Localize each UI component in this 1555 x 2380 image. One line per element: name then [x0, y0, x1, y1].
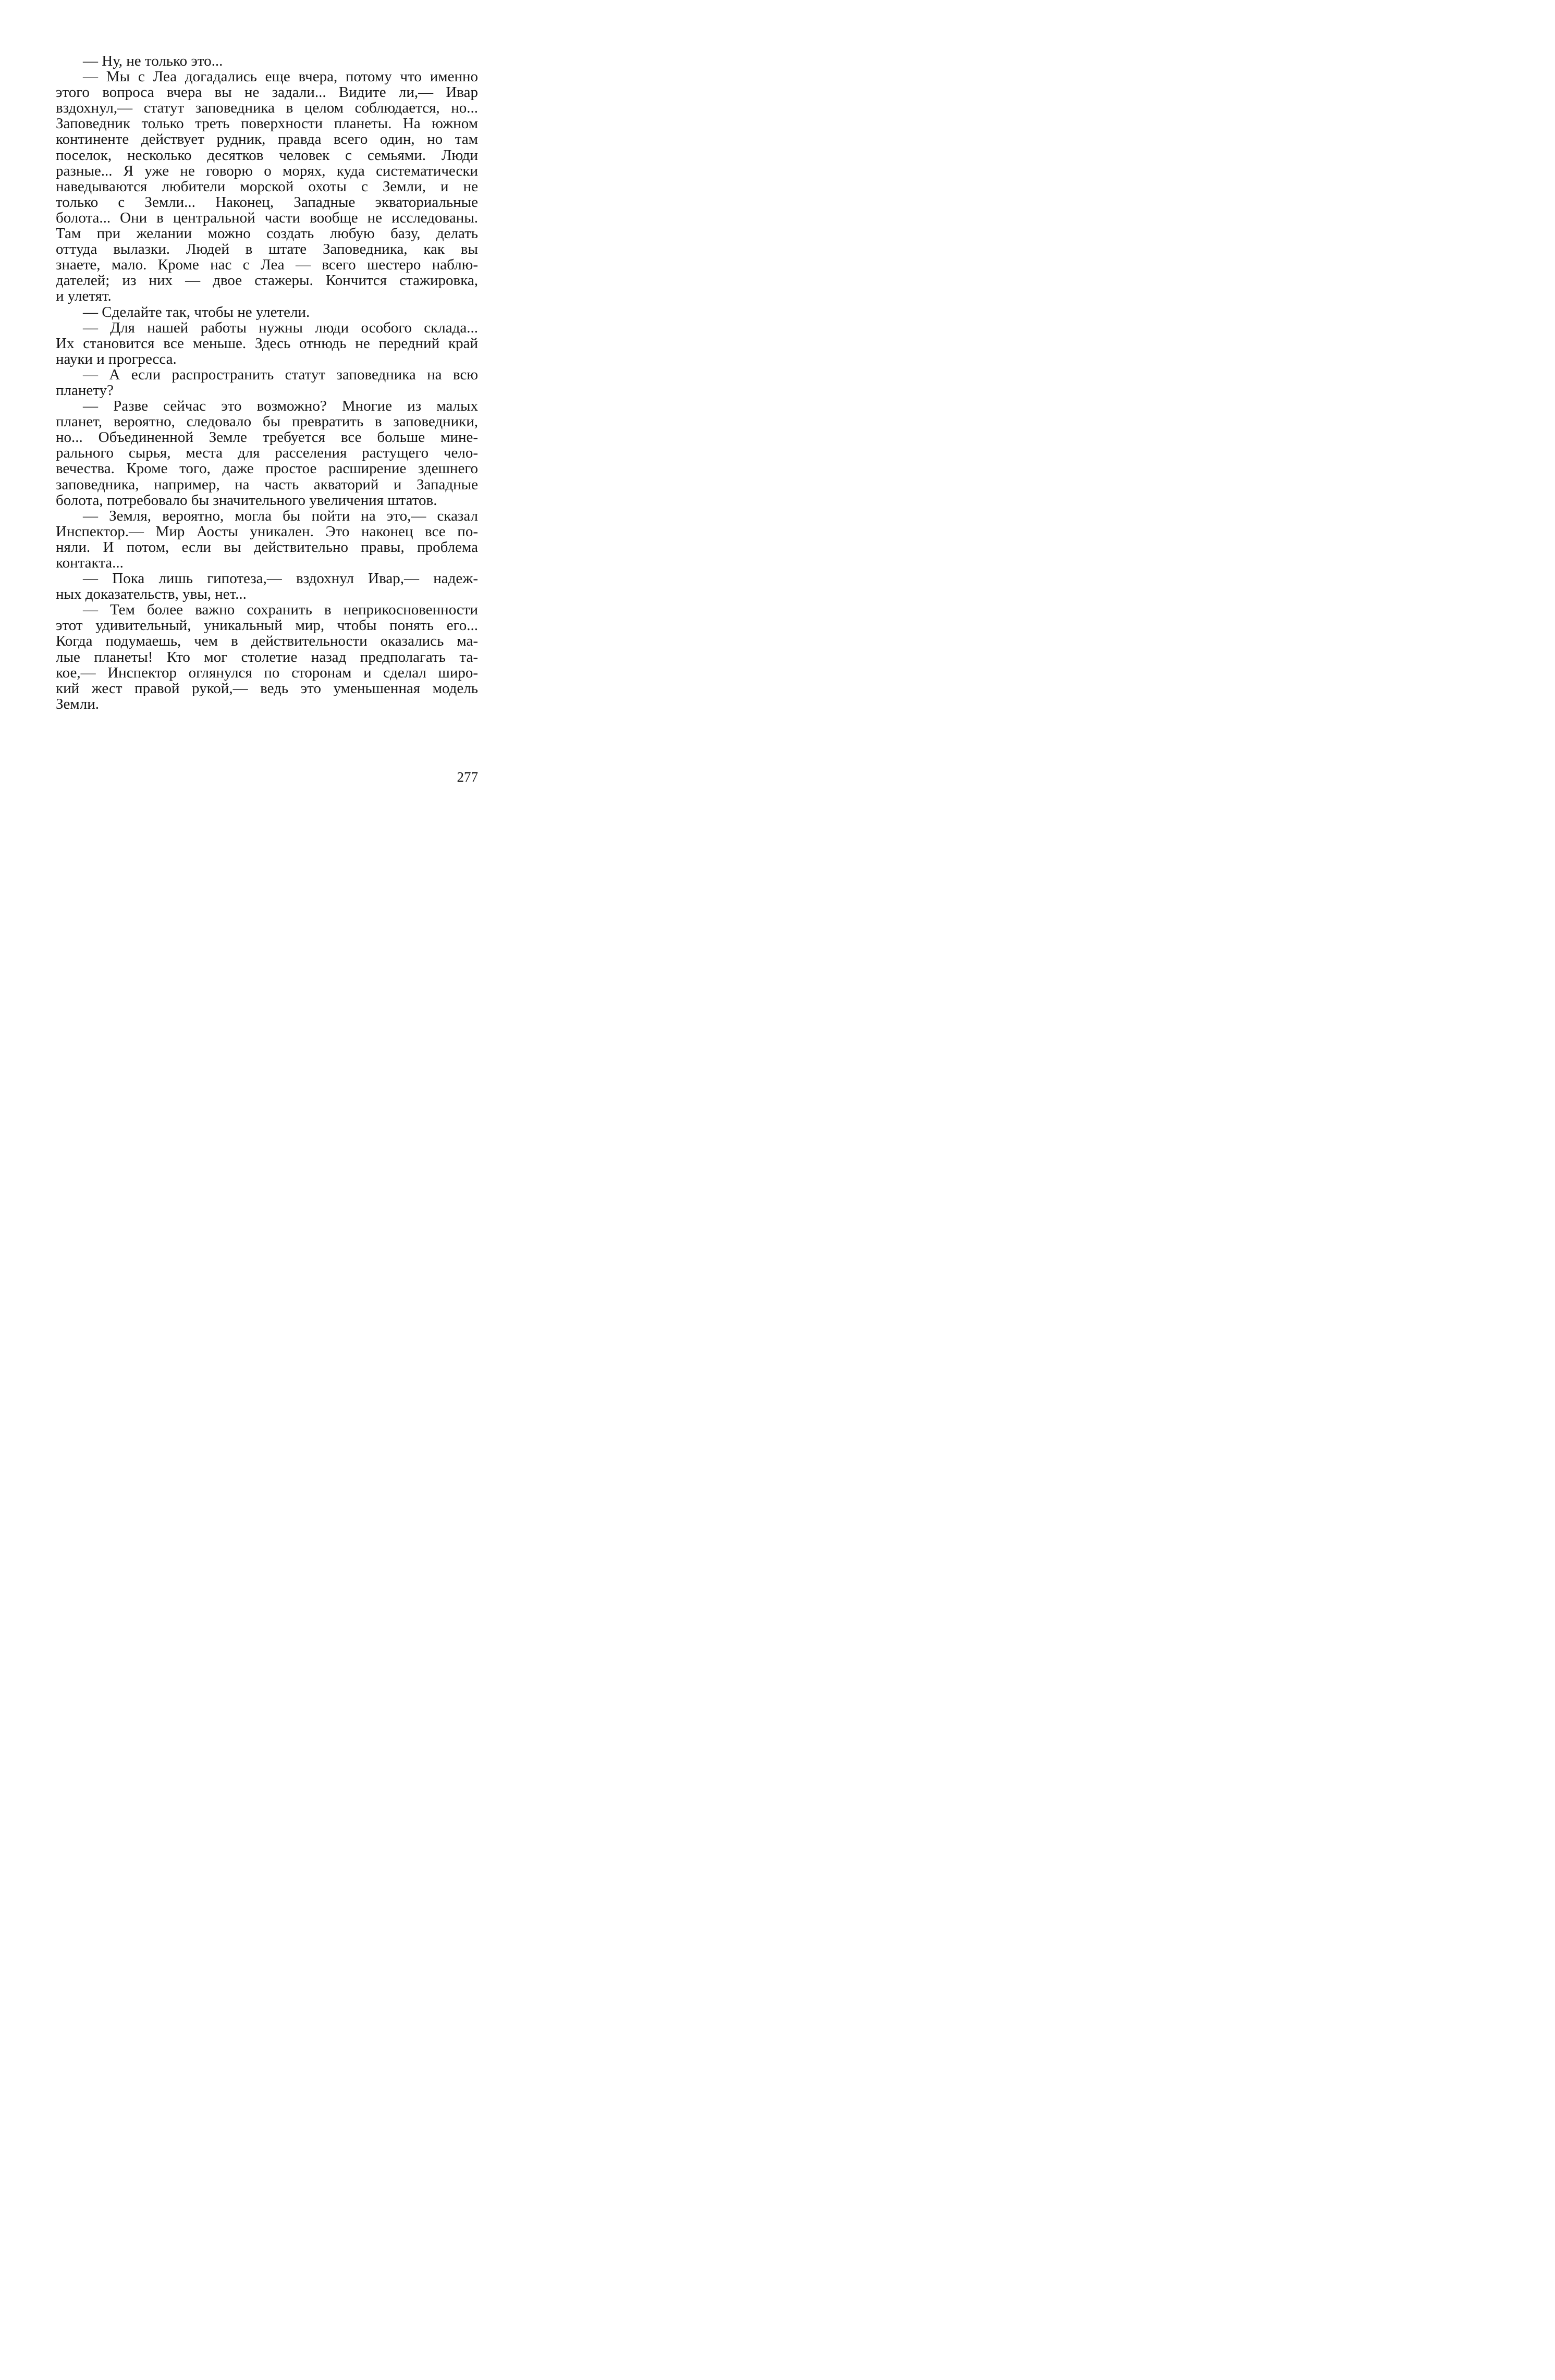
text-line: — Тем более важно сохранить в неприкосновенности — [83, 601, 478, 619]
text-line: — Ну, не только это... — [83, 53, 223, 69]
text-line: — Пока лишь гипотеза,— вздохнул Ивар,— надеж- — [83, 570, 478, 587]
text-line: но... Объединенной Земле требуется все больше мине- — [56, 429, 478, 446]
text-line: и улетят. — [56, 288, 112, 305]
text-line: вечества. Кроме того, даже простое расширение здешнего — [56, 460, 478, 477]
text-line: — Земля, вероятно, могла бы пойти на это,— сказал — [83, 507, 478, 524]
text-line: контакта... — [56, 554, 124, 571]
text-line: оттуда вылазки. Людей в штате Заповедника, как вы — [56, 241, 478, 258]
text-line: Заповедник только треть поверхности планеты. На южном — [56, 115, 478, 132]
text-line: ных доказательств, увы, нет... — [56, 586, 247, 603]
text-line: болота... Они в центральной части вообще не исследованы. — [56, 209, 478, 226]
text-line: заповедника, например, на часть акваторий и Западные — [56, 476, 478, 493]
text-line: кое,— Инспектор оглянулся по сторонам и сделал широ- — [56, 664, 478, 681]
text-line: рального сырья, места для расселения растущего чело- — [56, 445, 478, 462]
text-line: лые планеты! Кто мог столетие назад предполагать та- — [56, 648, 478, 665]
text-line: Когда подумаешь, чем в действительности оказались ма- — [56, 633, 478, 650]
text-line: — Мы с Леа догадались еще вчера, потому что именно — [83, 68, 478, 85]
text-line: планет, вероятно, следовало бы превратить в заповедники, — [56, 413, 478, 430]
text-line: кий жест правой рукой,— ведь это уменьшенная модель — [56, 680, 478, 697]
text-line: няли. И потом, если вы действительно правы, проблема — [56, 538, 478, 556]
book-page — [0, 0, 534, 819]
page-number: 277 — [457, 769, 478, 785]
text-line: — Сделайте так, чтобы не улетели. — [83, 303, 310, 320]
text-line: вздохнул,— статут заповедника в целом соблюдается, но... — [56, 100, 478, 117]
text-line: — Для нашей работы нужны люди особого склада... — [83, 319, 478, 336]
text-line: поселок, несколько десятков человек с семьями. Люди — [56, 146, 478, 164]
text-line: науки и прогресса. — [56, 350, 177, 367]
text-line: этого вопроса вчера вы не задали... Видите ли,— Ивар — [56, 84, 478, 101]
text-line: — А если распространить статут заповедника на всю — [83, 366, 478, 383]
body-text — [56, 53, 478, 712]
text-line: планету? — [56, 381, 114, 399]
text-line: этот удивительный, уникальный мир, чтобы понять его... — [56, 617, 478, 634]
text-line: наведываются любители морской охоты с Земли, и не — [56, 178, 478, 195]
text-line: болота, потребовало бы значительного увеличения штатов. — [56, 491, 437, 509]
text-line: — Разве сейчас это возможно? Многие из малых — [83, 398, 478, 415]
text-line: только с Земли... Наконец, Западные экваториальные — [56, 193, 478, 211]
text-line: Инспектор.— Мир Аосты уникален. Это наконец все по- — [56, 523, 478, 540]
text-line: дателей; из них — двое стажеры. Кончится стажировка, — [56, 272, 478, 289]
text-line: знаете, мало. Кроме нас с Леа — всего шестеро наблю- — [56, 256, 478, 274]
text-line: Земли. — [56, 695, 99, 712]
text-line: континенте действует рудник, правда всего один, но там — [56, 131, 478, 148]
text-line: Там при желании можно создать любую базу, делать — [56, 225, 478, 242]
text-line: Их становится все меньше. Здесь отнюдь не передний край — [56, 335, 478, 352]
text-line: разные... Я уже не говорю о морях, куда систематически — [56, 162, 478, 179]
